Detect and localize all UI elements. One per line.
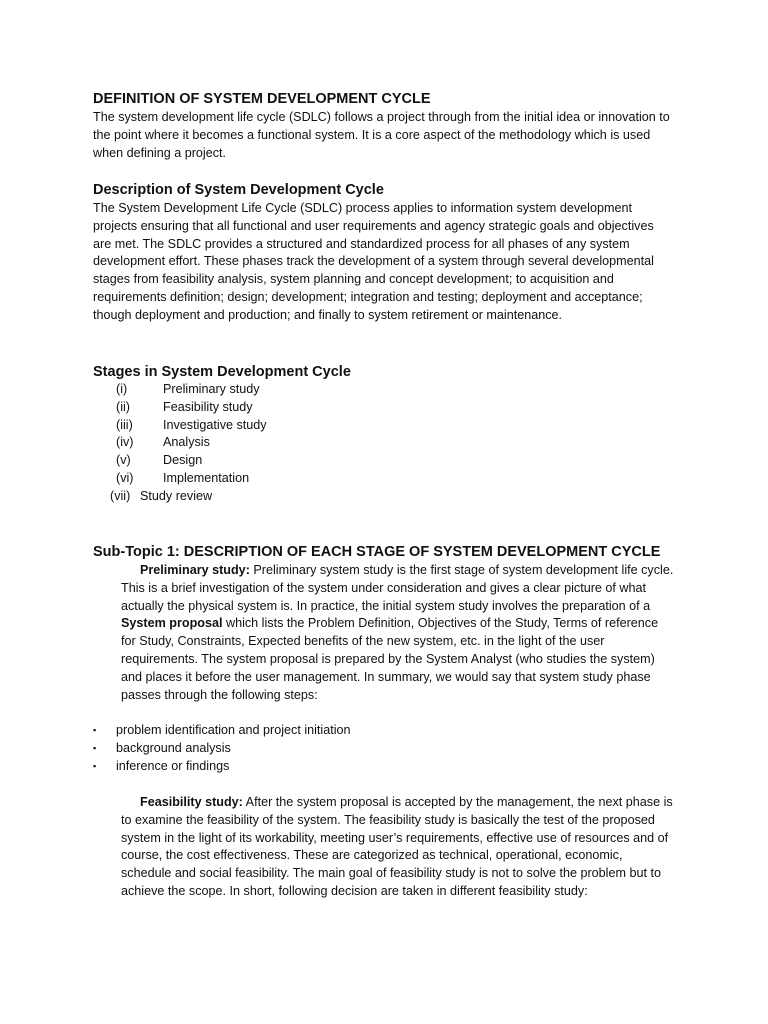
stage-number: (i) [116,382,128,396]
list-item [93,722,593,740]
list-item [93,740,593,758]
stage-label: Implementation [163,470,250,485]
stage-item [110,399,510,417]
step-text: inference or findings [116,758,230,773]
stage-item [110,470,510,488]
stage-number: (iii) [116,417,133,432]
description-heading: Description of System Development Cycle [93,182,384,198]
list-item [93,758,593,776]
stages-list [110,381,510,506]
bullet-icon: ▪ [93,725,97,735]
stage-label: Design [163,453,203,468]
step-text: problem identification and project initiation [116,723,351,737]
steps-list [93,722,593,775]
stage-label: Preliminary study [163,382,260,396]
stages-heading: Stages in System Development Cycle [93,364,351,380]
definition-heading: DEFINITION OF SYSTEM DEVELOPMENT CYCLE [93,91,431,107]
stage-number: (vi) [116,470,134,485]
description-paragraph: The System Development Life Cycle (SDLC) process applies to information system development projects ensuring that all functional and user requirements and agency strategic goals and objectives are met. The SDLC provides a structured and standardized process for all phases of any system development effort. These phases track the development of a system through several developmental stages from feasibility analysis, system planning and concept development; to acquisition and requirements definition; design; development; integration and testing; deployment and acceptance; though deployment and production; and finally to system retirement or maintenance. [93,201,654,322]
subtopic-heading: Sub-Topic 1: DESCRIPTION OF EACH STAGE OF SYSTEM DEVELOPMENT CYCLE [93,544,661,560]
feasibility-text: After the system proposal is accepted by the management, the next phase is to examine the feasibility of the system. The feasibility study is basically the test of the proposed system in the light of its workability, meeting user’s requirements, effective use of resources and of course, the cost effectiveness. These are categorized as technical, operational, economic, schedule and social feasibility. The main goal of feasibility study is not to solve the problem but to achieve the scope. In short, following decision are taken in different feasibility study: [121,795,673,898]
stage-number: (iv) [116,435,134,450]
stage-item [110,488,510,506]
stage-label: Study review [140,488,213,503]
bullet-icon: ▪ [93,742,97,753]
preliminary-study-label: Preliminary study: [140,563,250,577]
stage-item [110,417,510,435]
stage-number: (vii) [110,488,131,503]
bullet-icon: ▪ [93,760,97,771]
stage-label: Investigative study [163,417,267,432]
stage-number: (v) [116,453,131,468]
stage-item [110,381,510,399]
step-text: background analysis [116,740,231,755]
preliminary-text-a: Preliminary system study is the first stage of system development life cycle. This is a brief investigation of the system under consideration and gives a clear picture of what actually the physical system is. In practice, the initial system study involves the preparation of a [121,563,674,613]
preliminary-study-paragraph [121,562,676,704]
preliminary-text-b: which lists the Problem Definition, Objectives of the Study, Terms of reference for Study, Constraints, Expected benefits of the new system, etc. in the light of the user requirements. The system proposal is prepared by the System Analyst (who studies the system) and places it before the user management. In summary, we would say that system study phase passes through the following steps: [121,616,659,702]
definition-paragraph: The system development life cycle (SDLC) follows a project through from the initial idea or innovation to the point where it becomes a functional system. It is a core aspect of the methodology which is used when defining a project. [93,110,670,160]
system-proposal-term: System proposal [121,616,223,631]
stage-item [110,452,510,470]
stage-label: Analysis [163,435,210,450]
stage-item [110,434,510,452]
stage-label: Feasibility study [163,399,253,414]
stage-number: (ii) [116,399,130,414]
feasibility-study-label: Feasibility study: [140,795,243,809]
feasibility-study-paragraph [121,794,676,901]
